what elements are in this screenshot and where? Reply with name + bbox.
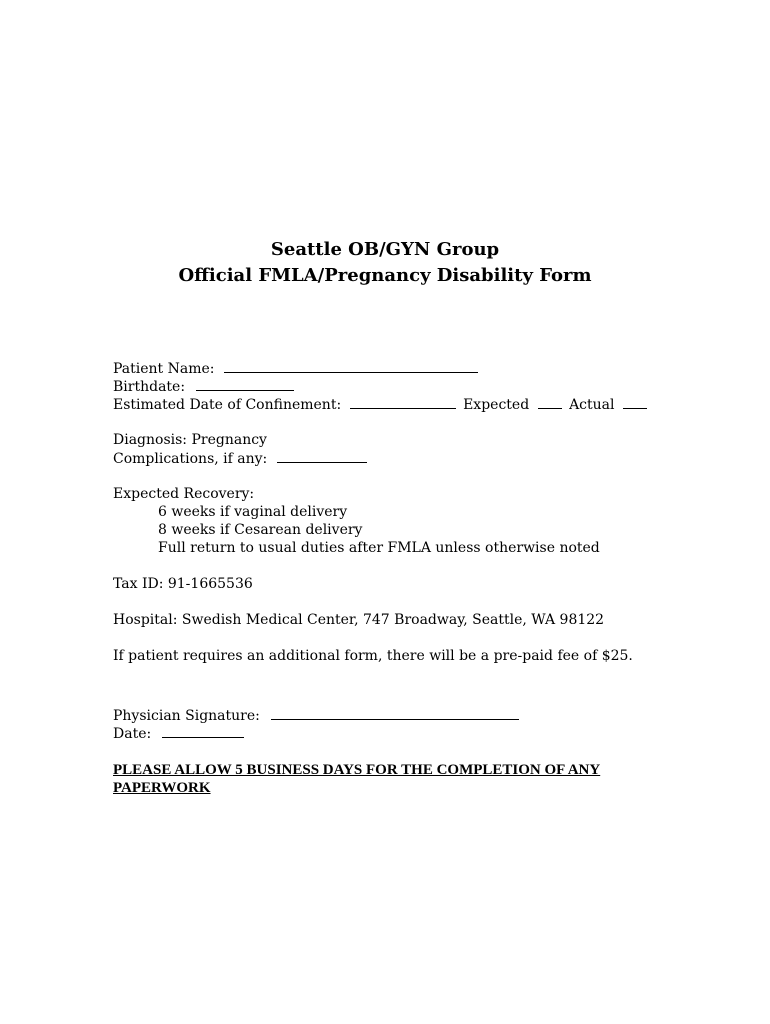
birthdate-row [113, 377, 673, 395]
date-field[interactable] [162, 724, 244, 738]
hospital-row: Hospital: Swedish Medical Center, 747 Broadway, Seattle, WA 98122 [113, 612, 605, 628]
patient-name-row [113, 359, 673, 377]
physician-signature-label: Physician Signature: [113, 708, 260, 724]
physician-signature-field[interactable] [271, 706, 519, 720]
date-label: Date: [113, 726, 152, 742]
birthdate-field[interactable] [196, 377, 294, 391]
edc-label: Estimated Date of Confinement: [113, 397, 342, 413]
complications-field[interactable] [277, 449, 367, 463]
recovery-item-vaginal: 6 weeks if vaginal delivery [158, 504, 348, 520]
expected-checkbox-line[interactable] [538, 395, 562, 409]
clinic-name-title: Seattle OB/GYN Group [270, 239, 500, 260]
patient-info-section [113, 359, 673, 665]
recovery-item-full-return: Full return to usual duties after FMLA unless otherwise noted [158, 540, 600, 556]
diagnosis-row: Diagnosis: Pregnancy [113, 432, 267, 448]
physician-signature-row [113, 706, 673, 724]
patient-name-field[interactable] [224, 359, 478, 373]
tax-id-row: Tax ID: 91-1665536 [113, 576, 253, 592]
completion-notice: PLEASE ALLOW 5 BUSINESS DAYS FOR THE COMPLETION OF ANY PAPERWORK [113, 762, 601, 796]
edc-row [113, 395, 673, 413]
expected-label: Expected [463, 397, 530, 413]
recovery-heading: Expected Recovery: [113, 486, 255, 502]
actual-label: Actual [569, 397, 615, 413]
birthdate-label: Birthdate: [113, 379, 186, 395]
patient-name-label: Patient Name: [113, 361, 215, 377]
complications-label: Complications, if any: [113, 451, 268, 467]
edc-field[interactable] [350, 395, 456, 409]
form-name-title: Official FMLA/Pregnancy Disability Form [178, 265, 592, 286]
form-title-block [0, 237, 770, 289]
complications-row [113, 449, 673, 467]
recovery-item-cesarean: 8 weeks if Cesarean delivery [158, 522, 363, 538]
actual-checkbox-line[interactable] [623, 395, 647, 409]
signature-section [113, 706, 673, 742]
date-row [113, 724, 673, 742]
fee-row: If patient requires an additional form, there will be a pre-paid fee of $25. [113, 648, 633, 664]
